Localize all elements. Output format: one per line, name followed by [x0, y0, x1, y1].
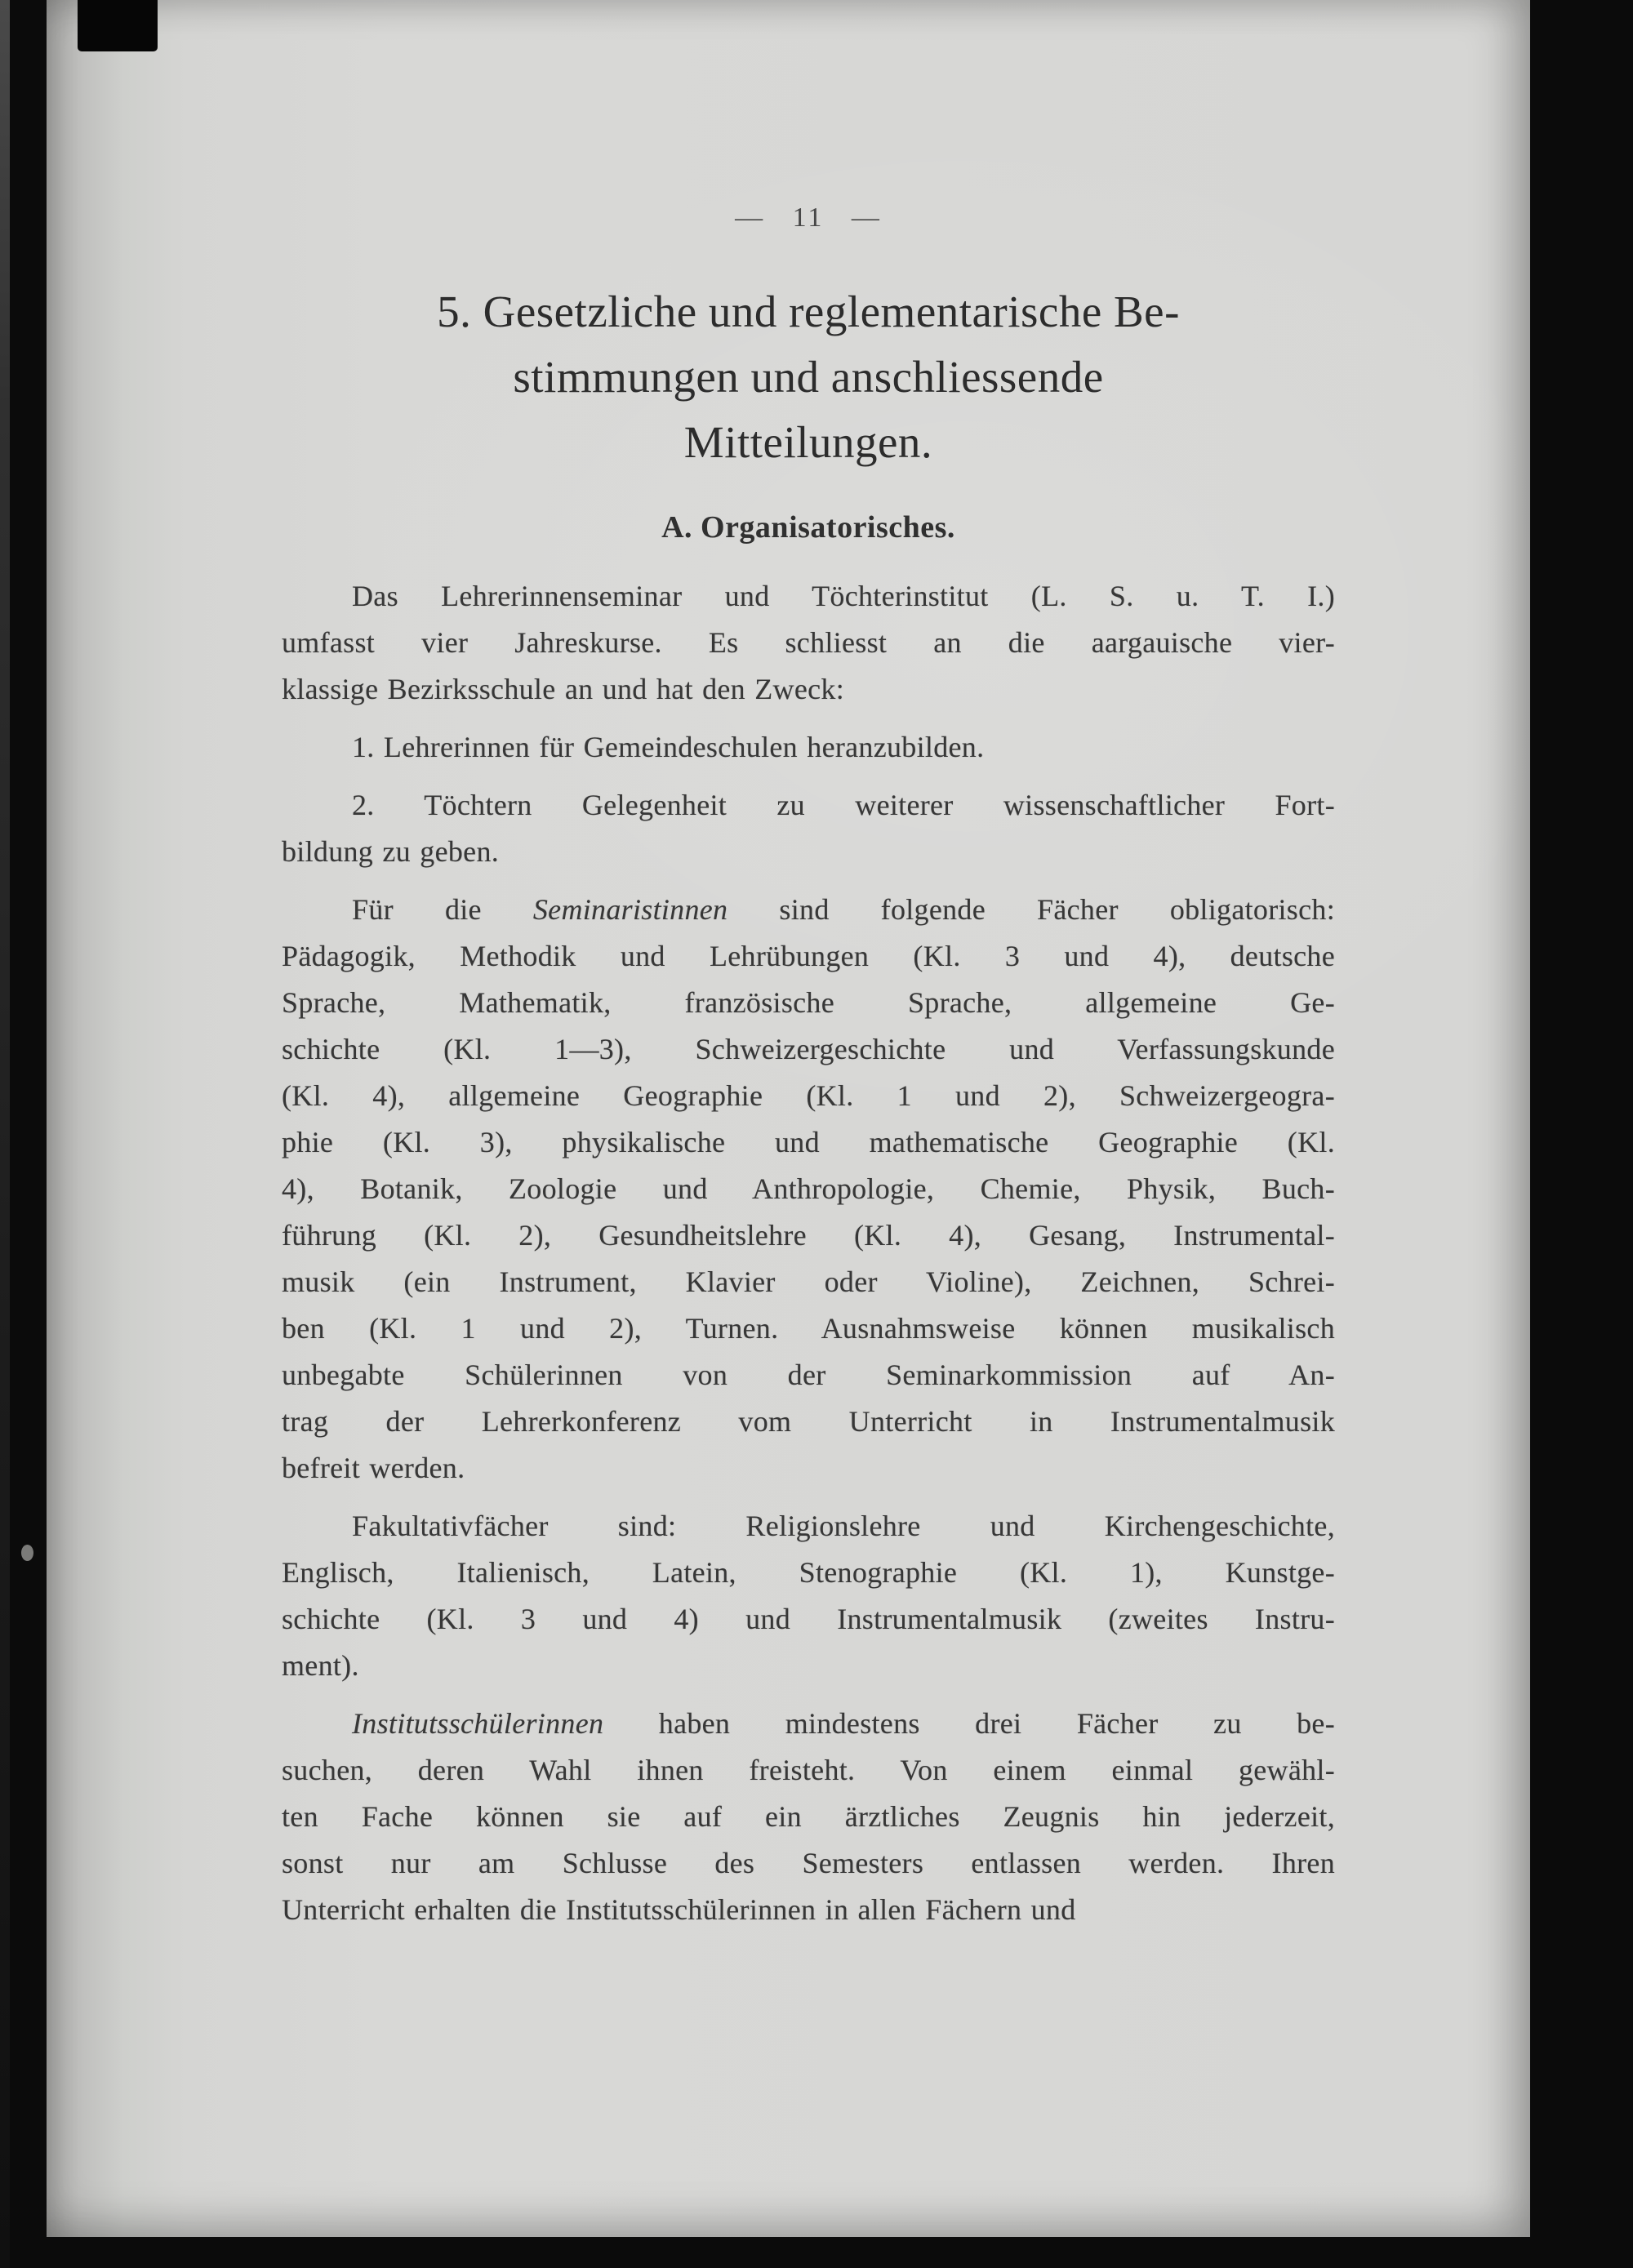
plain-text: musik (ein Instrument, Klavier oder Violine), Zeichnen, Schrei-: [282, 1265, 1335, 1298]
plain-text: haben mindestens drei Fächer zu be-: [603, 1707, 1335, 1740]
plain-text: Sprache, Mathematik, französische Sprache, allgemeine Ge-: [282, 986, 1335, 1019]
text-line: [282, 1445, 1335, 1492]
plain-text: trag der Lehrerkonferenz vom Unterricht in Instrumentalmusik: [282, 1405, 1335, 1438]
text-line: [282, 1747, 1335, 1794]
page-number: — 11 —: [735, 202, 882, 233]
document-body: [282, 573, 1335, 1933]
plain-text: phie (Kl. 3), physikalische und mathematische Geographie (Kl.: [282, 1126, 1335, 1158]
document-heading: [282, 279, 1335, 475]
text-line: [282, 573, 1335, 620]
text-line: [282, 829, 1335, 875]
text-line: [282, 1840, 1335, 1887]
plain-text: sind folgende Fächer obligatorisch:: [728, 893, 1335, 926]
heading-line: stimmungen und anschliessende: [513, 352, 1104, 402]
text-line: [282, 666, 1335, 713]
plain-text: Pädagogik, Methodik und Lehrübungen (Kl. 3 und 4), deutsche: [282, 940, 1335, 972]
text-line: [282, 1643, 1335, 1689]
text-line: [282, 1212, 1335, 1259]
text-line: [282, 1794, 1335, 1840]
plain-text: 2. Töchtern Gelegenheit zu weiterer wissenschaftlicher Fort-: [352, 789, 1335, 821]
text-line: [282, 1166, 1335, 1212]
plain-text: befreit werden.: [282, 1452, 465, 1484]
paragraph: [282, 573, 1335, 713]
plain-text: Für die: [352, 893, 533, 926]
text-line: [282, 1259, 1335, 1305]
paragraph: [282, 724, 1335, 771]
plain-text: umfasst vier Jahreskurse. Es schliesst an die aargauische vier-: [282, 626, 1335, 659]
plain-text: ten Fache können sie auf ein ärztliches Zeugnis hin jederzeit,: [282, 1800, 1335, 1833]
paragraph: [282, 887, 1335, 1492]
plain-text: schichte (Kl. 1—3), Schweizergeschichte und Verfassungskunde: [282, 1033, 1335, 1065]
text-line: [282, 980, 1335, 1026]
italic-text: Institutsschülerinnen: [352, 1707, 604, 1740]
text-line: [282, 620, 1335, 666]
text-line: [282, 1026, 1335, 1073]
plain-text: ment).: [282, 1649, 359, 1682]
text-line: [282, 1399, 1335, 1445]
plain-text: 1. Lehrerinnen für Gemeindeschulen heranzubilden.: [352, 731, 985, 763]
plain-text: (Kl. 4), allgemeine Geographie (Kl. 1 und 2), Schweizergeogra-: [282, 1079, 1335, 1112]
plain-text: sonst nur am Schlusse des Semesters entlassen werden. Ihren: [282, 1847, 1335, 1879]
plain-text: schichte (Kl. 3 und 4) und Instrumentalmusik (zweites Instru-: [282, 1603, 1335, 1635]
scan-artifact-top-tab: [78, 0, 158, 51]
plain-text: Das Lehrerinnenseminar und Töchterinstitut (L. S. u. T. I.): [352, 580, 1335, 612]
book-page: [47, 0, 1530, 2237]
text-line: [282, 1305, 1335, 1352]
scan-left-edge: [0, 0, 10, 2268]
plain-text: suchen, deren Wahl ihnen freisteht. Von einem einmal gewähl-: [282, 1754, 1335, 1786]
heading-line: Mitteilungen.: [683, 417, 933, 467]
paragraph: [282, 1701, 1335, 1933]
text-line: [282, 724, 1335, 771]
plain-text: Unterricht erhalten die Institutsschülerinnen in allen Fächern und: [282, 1893, 1076, 1926]
text-line: [282, 1596, 1335, 1643]
text-line: [282, 1352, 1335, 1399]
plain-text: bildung zu geben.: [282, 835, 500, 868]
plain-text: Englisch, Italienisch, Latein, Stenographie (Kl. 1), Kunstge-: [282, 1556, 1335, 1589]
text-line: [282, 933, 1335, 980]
text-line: [282, 782, 1335, 829]
plain-text: ben (Kl. 1 und 2), Turnen. Ausnahmsweise können musikalisch: [282, 1312, 1335, 1345]
text-line: [282, 1073, 1335, 1119]
plain-text: führung (Kl. 2), Gesundheitslehre (Kl. 4), Gesang, Instrumental-: [282, 1219, 1335, 1252]
text-line: [282, 1503, 1335, 1550]
text-line: [282, 887, 1335, 933]
heading-line: 5. Gesetzliche und reglementarische Be-: [437, 287, 1180, 336]
plain-text: klassige Bezirksschule an und hat den Zweck:: [282, 673, 845, 705]
text-line: [282, 1550, 1335, 1596]
plain-text: 4), Botanik, Zoologie und Anthropologie, Chemie, Physik, Buch-: [282, 1172, 1335, 1205]
scan-artifact-speck: [21, 1545, 33, 1561]
paragraph: [282, 1503, 1335, 1689]
text-line: [282, 1119, 1335, 1166]
italic-text: Seminaristinnen: [532, 893, 728, 926]
plain-text: unbegabte Schülerinnen von der Seminarkommission auf An-: [282, 1359, 1335, 1391]
paragraph: [282, 782, 1335, 875]
plain-text: Fakultativfächer sind: Religionslehre und Kirchengeschichte,: [352, 1510, 1335, 1542]
text-line: [282, 1701, 1335, 1747]
text-line: [282, 1887, 1335, 1933]
page-content: [282, 0, 1335, 1933]
section-heading: A. Organisatorisches.: [661, 510, 955, 545]
